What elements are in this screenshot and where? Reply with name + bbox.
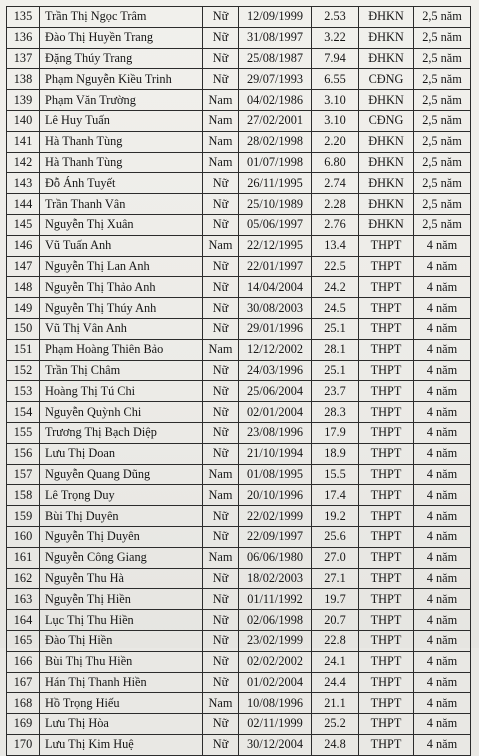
duration-cell: 4 năm xyxy=(414,402,471,423)
birth-date-cell: 01/02/2004 xyxy=(239,672,312,693)
gender-cell: Nữ xyxy=(203,610,239,631)
score-cell: 27.0 xyxy=(312,547,359,568)
gender-cell: Nữ xyxy=(203,568,239,589)
score-cell: 22.5 xyxy=(312,256,359,277)
level-cell: THPT xyxy=(359,589,414,610)
duration-cell: 2,5 năm xyxy=(414,69,471,90)
level-cell: CĐNG xyxy=(359,110,414,131)
birth-date-cell: 28/02/1998 xyxy=(239,131,312,152)
duration-cell: 4 năm xyxy=(414,318,471,339)
birth-date-cell: 06/06/1980 xyxy=(239,547,312,568)
birth-date-cell: 26/11/1995 xyxy=(239,173,312,194)
row-number-cell: 157 xyxy=(7,464,40,485)
birth-date-cell: 22/09/1997 xyxy=(239,526,312,547)
level-cell: THPT xyxy=(359,422,414,443)
level-cell: THPT xyxy=(359,318,414,339)
level-cell: THPT xyxy=(359,443,414,464)
gender-cell: Nữ xyxy=(203,589,239,610)
score-cell: 2.76 xyxy=(312,214,359,235)
row-number-cell: 170 xyxy=(7,734,40,755)
row-number-cell: 155 xyxy=(7,422,40,443)
name-cell: Đào Thị Hiền xyxy=(40,630,203,651)
name-cell: Phạm Hoàng Thiên Bảo xyxy=(40,339,203,360)
table-row xyxy=(7,485,471,506)
level-cell: ĐHKN xyxy=(359,152,414,173)
birth-date-cell: 25/10/1989 xyxy=(239,194,312,215)
score-cell: 2.20 xyxy=(312,131,359,152)
name-cell: Nguyễn Thị Thảo Anh xyxy=(40,277,203,298)
name-cell: Vũ Thị Vân Anh xyxy=(40,318,203,339)
name-cell: Bùi Thị Thu Hiền xyxy=(40,651,203,672)
duration-cell: 4 năm xyxy=(414,256,471,277)
table-row xyxy=(7,464,471,485)
level-cell: THPT xyxy=(359,651,414,672)
name-cell: Bùi Thị Duyên xyxy=(40,506,203,527)
name-cell: Lục Thị Thu Hiền xyxy=(40,610,203,631)
name-cell: Lưu Thị Hòa xyxy=(40,714,203,735)
table-row xyxy=(7,214,471,235)
name-cell: Vũ Tuấn Anh xyxy=(40,235,203,256)
duration-cell: 4 năm xyxy=(414,235,471,256)
score-cell: 3.22 xyxy=(312,27,359,48)
duration-cell: 4 năm xyxy=(414,526,471,547)
row-number-cell: 169 xyxy=(7,714,40,735)
name-cell: Nguyễn Thị Hiền xyxy=(40,589,203,610)
table-row xyxy=(7,547,471,568)
row-number-cell: 159 xyxy=(7,506,40,527)
name-cell: Lê Huy Tuấn xyxy=(40,110,203,131)
gender-cell: Nam xyxy=(203,131,239,152)
score-cell: 17.4 xyxy=(312,485,359,506)
name-cell: Đặng Thúy Trang xyxy=(40,48,203,69)
score-cell: 2.74 xyxy=(312,173,359,194)
row-number-cell: 135 xyxy=(7,7,40,28)
name-cell: Trần Thanh Vân xyxy=(40,194,203,215)
level-cell: ĐHKN xyxy=(359,131,414,152)
birth-date-cell: 25/06/2004 xyxy=(239,381,312,402)
score-cell: 24.5 xyxy=(312,298,359,319)
row-number-cell: 144 xyxy=(7,194,40,215)
name-cell: Trần Thị Ngọc Trâm xyxy=(40,7,203,28)
table-row xyxy=(7,402,471,423)
student-list-table xyxy=(6,6,471,756)
level-cell: THPT xyxy=(359,235,414,256)
row-number-cell: 151 xyxy=(7,339,40,360)
duration-cell: 4 năm xyxy=(414,651,471,672)
gender-cell: Nữ xyxy=(203,318,239,339)
duration-cell: 4 năm xyxy=(414,277,471,298)
table-row xyxy=(7,422,471,443)
score-cell: 3.10 xyxy=(312,90,359,111)
row-number-cell: 148 xyxy=(7,277,40,298)
row-number-cell: 152 xyxy=(7,360,40,381)
score-cell: 24.1 xyxy=(312,651,359,672)
table-row xyxy=(7,526,471,547)
level-cell: THPT xyxy=(359,485,414,506)
table-row xyxy=(7,277,471,298)
name-cell: Đào Thị Huyền Trang xyxy=(40,27,203,48)
duration-cell: 4 năm xyxy=(414,589,471,610)
score-cell: 24.2 xyxy=(312,277,359,298)
row-number-cell: 158 xyxy=(7,485,40,506)
gender-cell: Nữ xyxy=(203,360,239,381)
gender-cell: Nữ xyxy=(203,506,239,527)
birth-date-cell: 29/01/1996 xyxy=(239,318,312,339)
score-cell: 19.2 xyxy=(312,506,359,527)
table-row xyxy=(7,714,471,735)
birth-date-cell: 12/09/1999 xyxy=(239,7,312,28)
row-number-cell: 154 xyxy=(7,402,40,423)
name-cell: Lưu Thị Kim Huệ xyxy=(40,734,203,755)
gender-cell: Nam xyxy=(203,547,239,568)
level-cell: THPT xyxy=(359,630,414,651)
gender-cell: Nam xyxy=(203,110,239,131)
score-cell: 25.2 xyxy=(312,714,359,735)
birth-date-cell: 04/02/1986 xyxy=(239,90,312,111)
level-cell: THPT xyxy=(359,381,414,402)
row-number-cell: 156 xyxy=(7,443,40,464)
gender-cell: Nam xyxy=(203,235,239,256)
row-number-cell: 153 xyxy=(7,381,40,402)
birth-date-cell: 01/08/1995 xyxy=(239,464,312,485)
gender-cell: Nữ xyxy=(203,402,239,423)
score-cell: 27.1 xyxy=(312,568,359,589)
gender-cell: Nữ xyxy=(203,7,239,28)
birth-date-cell: 30/08/2003 xyxy=(239,298,312,319)
table-row xyxy=(7,630,471,651)
table-row xyxy=(7,734,471,755)
name-cell: Nguyễn Quang Dũng xyxy=(40,464,203,485)
score-cell: 6.80 xyxy=(312,152,359,173)
duration-cell: 2,5 năm xyxy=(414,110,471,131)
birth-date-cell: 02/02/2002 xyxy=(239,651,312,672)
level-cell: THPT xyxy=(359,526,414,547)
birth-date-cell: 21/10/1994 xyxy=(239,443,312,464)
row-number-cell: 160 xyxy=(7,526,40,547)
birth-date-cell: 22/12/1995 xyxy=(239,235,312,256)
birth-date-cell: 22/02/1999 xyxy=(239,506,312,527)
gender-cell: Nam xyxy=(203,693,239,714)
table-row xyxy=(7,610,471,631)
level-cell: THPT xyxy=(359,693,414,714)
duration-cell: 2,5 năm xyxy=(414,173,471,194)
table-row xyxy=(7,298,471,319)
score-cell: 7.94 xyxy=(312,48,359,69)
row-number-cell: 142 xyxy=(7,152,40,173)
score-cell: 18.9 xyxy=(312,443,359,464)
level-cell: THPT xyxy=(359,339,414,360)
level-cell: ĐHKN xyxy=(359,48,414,69)
score-cell: 28.3 xyxy=(312,402,359,423)
score-cell: 19.7 xyxy=(312,589,359,610)
duration-cell: 4 năm xyxy=(414,339,471,360)
birth-date-cell: 02/06/1998 xyxy=(239,610,312,631)
name-cell: Đỗ Ánh Tuyết xyxy=(40,173,203,194)
duration-cell: 4 năm xyxy=(414,464,471,485)
row-number-cell: 149 xyxy=(7,298,40,319)
table-row xyxy=(7,173,471,194)
name-cell: Trương Thị Bạch Diệp xyxy=(40,422,203,443)
score-cell: 3.10 xyxy=(312,110,359,131)
level-cell: THPT xyxy=(359,277,414,298)
score-cell: 20.7 xyxy=(312,610,359,631)
birth-date-cell: 23/02/1999 xyxy=(239,630,312,651)
row-number-cell: 150 xyxy=(7,318,40,339)
table-row xyxy=(7,48,471,69)
gender-cell: Nam xyxy=(203,152,239,173)
score-cell: 2.53 xyxy=(312,7,359,28)
table-row xyxy=(7,651,471,672)
table-row xyxy=(7,256,471,277)
table-row xyxy=(7,568,471,589)
gender-cell: Nam xyxy=(203,485,239,506)
row-number-cell: 145 xyxy=(7,214,40,235)
duration-cell: 2,5 năm xyxy=(414,27,471,48)
birth-date-cell: 23/08/1996 xyxy=(239,422,312,443)
level-cell: THPT xyxy=(359,714,414,735)
name-cell: Nguyễn Thị Xuân xyxy=(40,214,203,235)
table-row xyxy=(7,152,471,173)
name-cell: Nguyễn Thị Lan Anh xyxy=(40,256,203,277)
duration-cell: 4 năm xyxy=(414,734,471,755)
duration-cell: 4 năm xyxy=(414,693,471,714)
level-cell: THPT xyxy=(359,256,414,277)
row-number-cell: 137 xyxy=(7,48,40,69)
level-cell: THPT xyxy=(359,402,414,423)
table-row xyxy=(7,672,471,693)
birth-date-cell: 02/01/2004 xyxy=(239,402,312,423)
table-row xyxy=(7,110,471,131)
name-cell: Phạm Văn Trường xyxy=(40,90,203,111)
score-cell: 25.1 xyxy=(312,360,359,381)
row-number-cell: 162 xyxy=(7,568,40,589)
table-row xyxy=(7,381,471,402)
score-cell: 17.9 xyxy=(312,422,359,443)
score-cell: 25.6 xyxy=(312,526,359,547)
name-cell: Lê Trọng Duy xyxy=(40,485,203,506)
gender-cell: Nữ xyxy=(203,443,239,464)
birth-date-cell: 29/07/1993 xyxy=(239,69,312,90)
duration-cell: 4 năm xyxy=(414,630,471,651)
level-cell: THPT xyxy=(359,610,414,631)
birth-date-cell: 14/04/2004 xyxy=(239,277,312,298)
row-number-cell: 141 xyxy=(7,131,40,152)
row-number-cell: 163 xyxy=(7,589,40,610)
birth-date-cell: 24/03/1996 xyxy=(239,360,312,381)
row-number-cell: 166 xyxy=(7,651,40,672)
gender-cell: Nữ xyxy=(203,734,239,755)
birth-date-cell: 30/12/2004 xyxy=(239,734,312,755)
name-cell: Trần Thị Châm xyxy=(40,360,203,381)
duration-cell: 4 năm xyxy=(414,610,471,631)
table-row xyxy=(7,235,471,256)
duration-cell: 4 năm xyxy=(414,360,471,381)
level-cell: ĐHKN xyxy=(359,27,414,48)
duration-cell: 4 năm xyxy=(414,672,471,693)
gender-cell: Nữ xyxy=(203,672,239,693)
gender-cell: Nữ xyxy=(203,48,239,69)
table-row xyxy=(7,194,471,215)
row-number-cell: 164 xyxy=(7,610,40,631)
birth-date-cell: 10/08/1996 xyxy=(239,693,312,714)
gender-cell: Nữ xyxy=(203,69,239,90)
level-cell: ĐHKN xyxy=(359,90,414,111)
table-row xyxy=(7,443,471,464)
row-number-cell: 143 xyxy=(7,173,40,194)
level-cell: ĐHKN xyxy=(359,173,414,194)
gender-cell: Nữ xyxy=(203,422,239,443)
level-cell: THPT xyxy=(359,547,414,568)
row-number-cell: 146 xyxy=(7,235,40,256)
table-row xyxy=(7,27,471,48)
gender-cell: Nam xyxy=(203,464,239,485)
level-cell: THPT xyxy=(359,464,414,485)
table-row xyxy=(7,506,471,527)
score-cell: 15.5 xyxy=(312,464,359,485)
level-cell: THPT xyxy=(359,506,414,527)
gender-cell: Nữ xyxy=(203,277,239,298)
table-row xyxy=(7,693,471,714)
row-number-cell: 165 xyxy=(7,630,40,651)
duration-cell: 4 năm xyxy=(414,298,471,319)
row-number-cell: 167 xyxy=(7,672,40,693)
name-cell: Nguyễn Thị Thúy Anh xyxy=(40,298,203,319)
gender-cell: Nữ xyxy=(203,651,239,672)
gender-cell: Nữ xyxy=(203,214,239,235)
duration-cell: 4 năm xyxy=(414,443,471,464)
birth-date-cell: 22/01/1997 xyxy=(239,256,312,277)
name-cell: Nguyễn Quỳnh Chi xyxy=(40,402,203,423)
duration-cell: 4 năm xyxy=(414,547,471,568)
birth-date-cell: 05/06/1997 xyxy=(239,214,312,235)
row-number-cell: 136 xyxy=(7,27,40,48)
level-cell: THPT xyxy=(359,672,414,693)
table-row xyxy=(7,7,471,28)
table-row xyxy=(7,360,471,381)
gender-cell: Nữ xyxy=(203,256,239,277)
row-number-cell: 138 xyxy=(7,69,40,90)
birth-date-cell: 12/12/2002 xyxy=(239,339,312,360)
row-number-cell: 139 xyxy=(7,90,40,111)
score-cell: 25.1 xyxy=(312,318,359,339)
gender-cell: Nữ xyxy=(203,630,239,651)
name-cell: Hà Thanh Tùng xyxy=(40,152,203,173)
duration-cell: 4 năm xyxy=(414,485,471,506)
score-cell: 2.28 xyxy=(312,194,359,215)
gender-cell: Nữ xyxy=(203,714,239,735)
name-cell: Hán Thị Thanh Hiền xyxy=(40,672,203,693)
gender-cell: Nam xyxy=(203,90,239,111)
table-row xyxy=(7,131,471,152)
birth-date-cell: 20/10/1996 xyxy=(239,485,312,506)
name-cell: Nguyễn Thu Hà xyxy=(40,568,203,589)
row-number-cell: 147 xyxy=(7,256,40,277)
table-row xyxy=(7,589,471,610)
gender-cell: Nữ xyxy=(203,27,239,48)
score-cell: 22.8 xyxy=(312,630,359,651)
duration-cell: 2,5 năm xyxy=(414,131,471,152)
birth-date-cell: 02/11/1999 xyxy=(239,714,312,735)
name-cell: Nguyễn Công Giang xyxy=(40,547,203,568)
score-cell: 23.7 xyxy=(312,381,359,402)
level-cell: ĐHKN xyxy=(359,7,414,28)
duration-cell: 4 năm xyxy=(414,714,471,735)
level-cell: THPT xyxy=(359,734,414,755)
row-number-cell: 161 xyxy=(7,547,40,568)
table-row xyxy=(7,90,471,111)
birth-date-cell: 31/08/1997 xyxy=(239,27,312,48)
birth-date-cell: 25/08/1987 xyxy=(239,48,312,69)
table-row xyxy=(7,69,471,90)
name-cell: Hà Thanh Tùng xyxy=(40,131,203,152)
score-cell: 24.8 xyxy=(312,734,359,755)
table-body xyxy=(7,7,471,756)
level-cell: THPT xyxy=(359,298,414,319)
name-cell: Lưu Thị Doan xyxy=(40,443,203,464)
duration-cell: 2,5 năm xyxy=(414,7,471,28)
duration-cell: 2,5 năm xyxy=(414,214,471,235)
table-row xyxy=(7,339,471,360)
gender-cell: Nữ xyxy=(203,194,239,215)
score-cell: 28.1 xyxy=(312,339,359,360)
row-number-cell: 168 xyxy=(7,693,40,714)
duration-cell: 2,5 năm xyxy=(414,48,471,69)
score-cell: 6.55 xyxy=(312,69,359,90)
gender-cell: Nam xyxy=(203,339,239,360)
row-number-cell: 140 xyxy=(7,110,40,131)
gender-cell: Nữ xyxy=(203,381,239,402)
gender-cell: Nữ xyxy=(203,526,239,547)
duration-cell: 4 năm xyxy=(414,381,471,402)
birth-date-cell: 18/02/2003 xyxy=(239,568,312,589)
birth-date-cell: 01/07/1998 xyxy=(239,152,312,173)
name-cell: Phạm Nguyễn Kiều Trinh xyxy=(40,69,203,90)
birth-date-cell: 01/11/1992 xyxy=(239,589,312,610)
name-cell: Nguyễn Thị Duyên xyxy=(40,526,203,547)
duration-cell: 2,5 năm xyxy=(414,194,471,215)
duration-cell: 4 năm xyxy=(414,506,471,527)
duration-cell: 2,5 năm xyxy=(414,90,471,111)
score-cell: 21.1 xyxy=(312,693,359,714)
duration-cell: 2,5 năm xyxy=(414,152,471,173)
name-cell: Hồ Trọng Hiếu xyxy=(40,693,203,714)
score-cell: 13.4 xyxy=(312,235,359,256)
score-cell: 24.4 xyxy=(312,672,359,693)
name-cell: Hoàng Thị Tú Chi xyxy=(40,381,203,402)
level-cell: ĐHKN xyxy=(359,194,414,215)
duration-cell: 4 năm xyxy=(414,568,471,589)
gender-cell: Nữ xyxy=(203,173,239,194)
level-cell: CĐNG xyxy=(359,69,414,90)
birth-date-cell: 27/02/2001 xyxy=(239,110,312,131)
table-row xyxy=(7,318,471,339)
gender-cell: Nữ xyxy=(203,298,239,319)
level-cell: THPT xyxy=(359,568,414,589)
level-cell: ĐHKN xyxy=(359,214,414,235)
level-cell: THPT xyxy=(359,360,414,381)
duration-cell: 4 năm xyxy=(414,422,471,443)
